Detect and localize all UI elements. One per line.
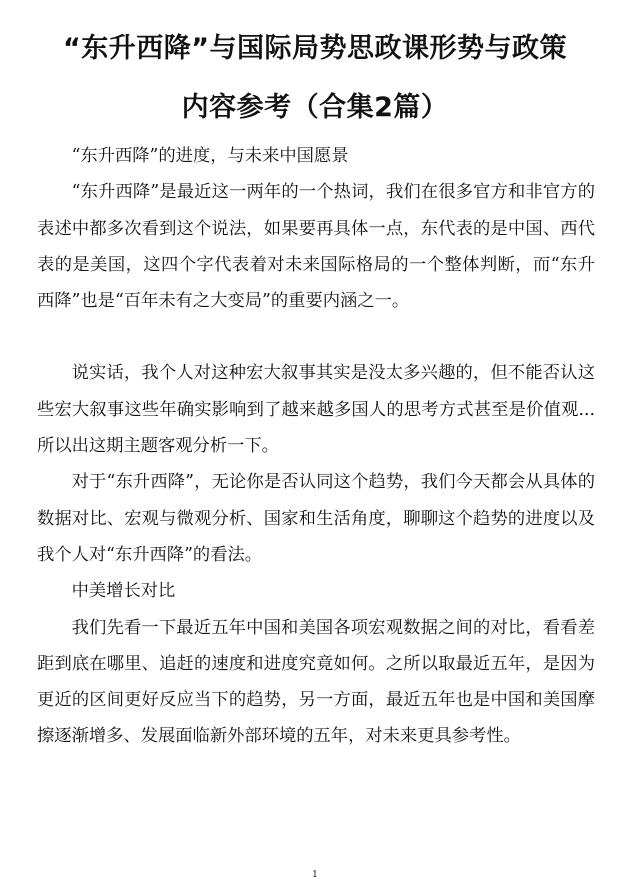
section-heading: 中美增长对比 [71,581,176,602]
section-heading: “东升西降”的进度，与未来中国愿景 [71,146,349,166]
document-title-line-2: 内容参考（合集2篇） [181,92,449,123]
document-title-line-1: “东升西降”与国际局势思政课形势与政策 [63,33,567,64]
document-body [37,138,595,755]
body-paragraph: 对于“东升西降”，无论你是否认同这个趋势，我们今天都会从具体的数据对比、宏观与微观分析、国家和生活角度，聊聊这个趋势的进度以及我个人对“东升西降”的看法。 [37,472,595,565]
body-paragraph: “东升西降”是最近这一两年的一个热词，我们在很多官方和非官方的表述中都多次看到这个说法，如果要再具体一点，东代表的是中国、西代表的是美国，这四个字代表着对未来国际格局的一个整体判断，而“东升西降”也是“百年未有之大变局”的重要内涵之一。 [37,182,595,312]
body-paragraph: 说实话，我个人对这种宏大叙事其实是没太多兴趣的，但不能否认这些宏大叙事这些年确实影响到了越来越多国人的思考方式甚至是价值观...所以出这期主题客观分析一下。 [37,363,595,457]
body-paragraph: 我们先看一下最近五年中国和美国各项宏观数据之间的对比，看看差距到底在哪里、追赶的速度和进度究竟如何。之所以取最近五年，是因为更近的区间更好反应当下的趋势，另一方面，最近五年也是中国和美国摩擦逐渐增多、发展面临新外部环境的五年，对未来更具参考性。 [37,617,595,747]
page-number: 1 [312,870,318,880]
